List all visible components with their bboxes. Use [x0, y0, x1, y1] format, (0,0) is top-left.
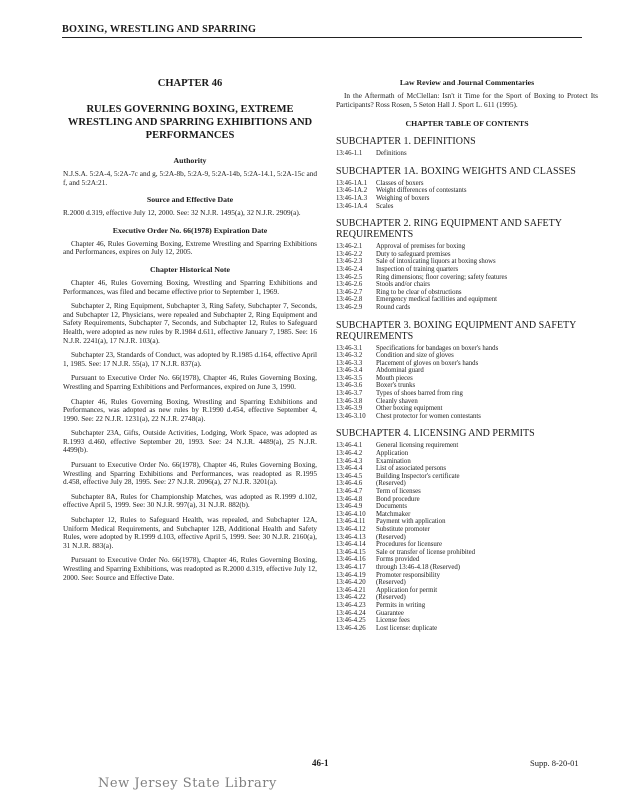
historical-paragraph: Pursuant to Executive Order No. 66(1978), Chapter 46, Rules Governing Boxing, Wrestling and Sparring Exhibitions and Performances, was readopted as R.1995 d.458, effective July 28, 1995. See: 27 N.J.R. 2096(a), 27 N.J.R. 3201(a).	[63, 460, 317, 487]
authority-text: N.J.S.A. 5:2A-4, 5:2A-7c and g, 5:2A-8b, 5:2A-9, 5:2A-14b, 5:2A-14.1, 5:2A-15c and f, and 5:2A:21.	[63, 169, 317, 187]
section-title: Approval of premises for boxing	[376, 243, 466, 251]
chapter-number: CHAPTER 46	[157, 78, 223, 89]
section-title: Ring to be clear of obstructions	[376, 288, 462, 296]
section-title: Examination	[376, 457, 411, 465]
section-number: 13:46-2.8	[336, 296, 363, 304]
section-number: 13:46-3.6	[336, 382, 363, 390]
section-number: 13:46-2.5	[336, 273, 363, 281]
section-number: 13:46-3.7	[336, 390, 363, 398]
toc-section-row	[336, 266, 598, 274]
section-title: Application	[376, 450, 409, 458]
historical-note-body	[63, 279, 317, 582]
toc-section-row	[336, 398, 598, 406]
toc-section-row	[336, 405, 598, 413]
table-of-contents	[336, 136, 598, 632]
section-title: Term of licenses	[376, 488, 421, 495]
section-title: Boxer's trunks	[376, 382, 416, 390]
toc-section-row	[336, 281, 598, 289]
subchapter-heading: SUBCHAPTER 2. RING EQUIPMENT AND SAFETY REQUIREMENTS	[336, 218, 562, 241]
section-title: Abdominal guard	[376, 367, 424, 375]
section-number: 13:46-3.4	[336, 367, 363, 375]
historical-paragraph: Subchapter 2, Ring Equipment, Subchapter 3, Ring Safety, Subchapter 7, Seconds, and Subchapter 12, Physicians, were repealed and Subchapter 2, Ring Equipment and Safety Requirements, Subchapter 7, Seconds, and Subchapter 12, Rules to Safeguard Health, were adopted as new rules by R.1984 d.611, effective January 7, 1985. See: 16 N.J.R. 2241(a), 17 N.J.R. 103(a).	[63, 301, 317, 345]
section-number: 13:46-4.24	[336, 609, 366, 617]
section-title: Weight differences of contestants	[376, 187, 467, 195]
section-number: 13:46-4.6	[336, 480, 363, 488]
source-heading: Source and Effective Date	[146, 195, 234, 205]
section-title: Forms provided	[376, 556, 420, 564]
section-number: 13:46-2.7	[336, 288, 363, 296]
toc-section-row	[336, 518, 598, 526]
toc-section-row	[336, 617, 598, 625]
section-title: Matchmaker	[376, 510, 411, 518]
toc-section-row	[336, 549, 598, 557]
historical-paragraph: Pursuant to Executive Order No. 66(1978), Chapter 46, Rules Governing Boxing, Wrestling and Sparring Exhibitions, was readopted as R.2000 d.319, effective July 12, 2000. See: Source and Effective Date.	[63, 555, 317, 582]
section-title: Emergency medical facilities and equipment	[376, 296, 498, 304]
section-number: 13:46-4.12	[336, 525, 366, 533]
toc-section-row	[336, 473, 598, 481]
section-title: Inspection of training quarters	[376, 265, 459, 273]
section-title: Substitute promoter	[376, 525, 430, 533]
toc-section-row	[336, 375, 598, 383]
page-number: 46-1	[312, 758, 329, 768]
section-title: (Reserved)	[376, 579, 406, 587]
section-number: 13:46-4.22	[336, 594, 366, 602]
section-number: 13:46-3.3	[336, 359, 363, 367]
historical-paragraph: Chapter 46, Rules Governing Boxing, Wrestling and Sparring Exhibitions and Performances, was filed and became effective prior to September 1, 1969.	[63, 277, 317, 296]
section-title: (Reserved)	[376, 594, 406, 602]
section-title: Sale of intoxicating liquors at boxing shows	[376, 258, 496, 266]
historical-paragraph: Subchapter 23A, Gifts, Outside Activities, Lodging, Work Space, was adopted as R.1993 d.460, effective September 20, 1993. See: 24 N.J.R. 4489(a), 25 N.J.R. 4499(b).	[63, 428, 317, 455]
toc-section-row	[336, 587, 598, 595]
section-title: Promoter responsibility	[376, 571, 440, 579]
section-title: Specifications for bandages on boxer's hands	[376, 344, 499, 352]
section-number: 13:46-3.5	[336, 374, 363, 382]
section-title: Placement of gloves on boxer's hands	[376, 359, 479, 367]
section-number: 13:46-4.4	[336, 465, 363, 473]
section-number: 13:46-4.10	[336, 510, 366, 518]
toc-section-row	[336, 579, 598, 587]
section-number: 13:46-4.11	[336, 518, 366, 526]
toc-section-row	[336, 296, 598, 304]
toc-section-row	[336, 360, 598, 368]
section-number: 13:46-4.21	[336, 586, 366, 594]
toc-section-row	[336, 594, 598, 602]
toc-section-row	[336, 243, 598, 251]
toc-section-row	[336, 541, 598, 549]
section-number: 13:46-4.8	[336, 495, 363, 503]
section-number: 13:46-4.19	[336, 571, 366, 579]
section-title: Lost license: duplicate	[376, 624, 438, 632]
toc-section-row	[336, 180, 598, 188]
subchapter-heading: SUBCHAPTER 1. DEFINITIONS	[336, 136, 476, 148]
toc-section-row	[336, 274, 598, 282]
section-number: 13:46-4.25	[336, 617, 366, 625]
section-number: 13:46-1.1	[336, 150, 363, 158]
section-number: 13:46-2.9	[336, 303, 363, 311]
toc-section-row	[336, 203, 598, 211]
historical-paragraph: Subchapter 23, Standards of Conduct, was adopted by R.1985 d.164, effective April 1, 1985. See: 17 N.J.R. 55(a), 17 N.J.R. 837(a).	[63, 350, 317, 368]
toc-section-row	[336, 150, 598, 158]
section-number: 13:46-4.2	[336, 450, 363, 458]
toc-heading: CHAPTER TABLE OF CONTENTS	[405, 119, 529, 129]
toc-section-row	[336, 187, 598, 195]
section-title: Documents	[376, 503, 407, 511]
section-title: Mouth pieces	[376, 374, 413, 382]
section-number: 13:46-2.4	[336, 265, 363, 273]
chapter-title: RULES GOVERNING BOXING, EXTREME WRESTLING AND SPARRING EXHIBITIONS AND PERFORMANCES	[67, 104, 313, 141]
section-title: Guarantee	[376, 609, 404, 617]
section-number: 13:46-3.10	[336, 412, 366, 420]
section-number: 13:46-4.23	[336, 601, 366, 609]
toc-section-row	[336, 367, 598, 375]
section-title: Scales	[376, 202, 394, 210]
section-title: List of associated persons	[376, 465, 447, 473]
section-title: Chest protector for women contestants	[376, 412, 481, 420]
section-title: Classes of boxers	[376, 179, 424, 187]
toc-section-row	[336, 572, 598, 580]
section-title: (Reserved)	[376, 533, 406, 541]
section-title: License fees	[376, 617, 410, 625]
section-title: Procedures for licensure	[376, 541, 443, 549]
historical-note-heading: Chapter Historical Note	[150, 264, 230, 274]
section-number: 13:46-4.15	[336, 548, 366, 556]
section-number: 13:46-4.7	[336, 488, 363, 495]
section-number: 13:46-3.2	[336, 352, 363, 360]
library-stamp: New Jersey State Library	[98, 776, 277, 791]
section-title: Application for permit	[376, 586, 438, 594]
toc-section-row	[336, 251, 598, 259]
section-number: 13:46-4.9	[336, 503, 363, 511]
section-title: Ring dimensions; floor covering; safety features	[376, 273, 508, 281]
left-column	[63, 78, 317, 588]
section-title: Permits in writing	[376, 601, 426, 609]
subchapter-heading: SUBCHAPTER 4. LICENSING AND PERMITS	[336, 428, 535, 440]
section-title: General licensing requirement	[376, 442, 459, 450]
section-number: 13:46-2.2	[336, 250, 363, 258]
toc-section-row	[336, 382, 598, 390]
section-number: 13:46-3.8	[336, 397, 363, 405]
historical-paragraph: Chapter 46, Rules Governing Boxing, Wrestling and Sparring Exhibitions and Performances, was adopted as new rules by R.1990 d.454, effective September 4, 1990. See: 22 N.J.R. 1231(a), 22 N.J.R. 2748(a).	[63, 396, 317, 423]
historical-paragraph: Subchapter 12, Rules to Safeguard Health, was repealed, and Subchapter 12A, Uniform Medical Requirements, and Subchapter 12B, Additional Health and Safety Rules, were adopted by R.1999 d.103, effective April 5, 1999. See: 30 N.J.R. 2160(a), 31 N.J.R. 883(a).	[63, 515, 317, 550]
section-title: Building Inspector's certificate	[376, 472, 460, 480]
section-number: 13:46-4.5	[336, 472, 363, 480]
section-title: Other boxing equipment	[376, 405, 443, 413]
section-number: 13:46-2.6	[336, 281, 363, 289]
toc-section-row	[336, 450, 598, 458]
right-column	[336, 78, 598, 632]
toc-section-row	[336, 413, 598, 421]
subchapter-heading: SUBCHAPTER 3. BOXING EQUIPMENT AND SAFETY REQUIREMENTS	[336, 319, 577, 342]
supplement-date: Supp. 8-20-01	[530, 758, 579, 768]
section-number: 13:46-1A.3	[336, 194, 368, 202]
section-title: Duty to safeguard premises	[376, 250, 451, 258]
section-number: 13:46-4.16	[336, 556, 366, 564]
section-number: 13:46-1A.2	[336, 187, 368, 195]
toc-section-row	[336, 564, 598, 572]
toc-section-row	[336, 458, 598, 466]
section-number: 13:46-4.13	[336, 533, 366, 541]
toc-section-row	[336, 304, 598, 312]
toc-section-row	[336, 503, 598, 511]
toc-section-row	[336, 390, 598, 398]
toc-section-row	[336, 345, 598, 353]
toc-section-row	[336, 556, 598, 564]
toc-section-row	[336, 625, 598, 633]
section-title: Stools and/or chairs	[376, 281, 430, 289]
historical-paragraph: Subchapter 8A, Rules for Championship Matches, was adopted as R.1999 d.102, effective April 5, 1999. See: 30 N.J.R. 997(a), 31 N.J.R. 882(b).	[63, 491, 317, 510]
section-number: 13:46-4.17	[336, 563, 366, 571]
toc-section-row	[336, 442, 598, 450]
law-review-heading: Law Review and Journal Commentaries	[399, 78, 535, 87]
executive-order-heading: Executive Order No. 66(1978) Expiration Date	[112, 225, 268, 235]
section-number: 13:46-4.3	[336, 457, 363, 465]
source-text: R.2000 d.319, effective July 12, 2000. See: 32 N.J.R. 1495(a), 32 N.J.R. 2909(a).	[63, 208, 301, 218]
section-title: Bond procedure	[376, 495, 420, 503]
section-title: Round cards	[376, 303, 411, 311]
section-number: 13:46-4.1	[336, 442, 363, 450]
section-number: 13:46-2.3	[336, 258, 363, 266]
section-number: 13:46-1A.4	[336, 202, 368, 210]
section-number: 13:46-2.1	[336, 243, 363, 251]
section-number: 13:46-3.1	[336, 344, 363, 352]
section-number: 13:46-4.20	[336, 579, 366, 587]
toc-section-row	[336, 526, 598, 534]
historical-paragraph: Pursuant to Executive Order No. 66(1978), Chapter 46, Rules Governing Boxing, Wrestling and Sparring Exhibitions and Performances, expired on June 3, 1990.	[63, 373, 317, 391]
toc-section-row	[336, 610, 598, 618]
section-title: through 13:46-4.18 (Reserved)	[376, 563, 460, 571]
section-title: Sale or transfer of license prohibited	[376, 548, 476, 556]
section-title: (Reserved)	[376, 480, 406, 488]
toc-section-row	[336, 195, 598, 203]
authority-heading: Authority	[173, 156, 207, 165]
subchapter-heading: SUBCHAPTER 1A. BOXING WEIGHTS AND CLASSES	[336, 165, 576, 177]
toc-section-row	[336, 480, 598, 488]
toc-section-row	[336, 534, 598, 542]
running-head: BOXING, WRESTLING AND SPARRING	[62, 24, 582, 38]
toc-section-row	[336, 465, 598, 473]
section-number: 13:46-1A.1	[336, 179, 368, 187]
section-title: Definitions	[376, 150, 407, 158]
section-number: 13:46-4.26	[336, 624, 366, 632]
toc-section-row	[336, 289, 598, 297]
section-title: Condition and size of gloves	[376, 352, 454, 360]
section-number: 13:46-4.14	[336, 541, 366, 549]
toc-section-row	[336, 488, 598, 496]
section-title: Types of shoes barred from ring	[376, 390, 463, 398]
section-title: Payment with application	[376, 518, 446, 526]
toc-section-row	[336, 352, 598, 360]
toc-section-row	[336, 258, 598, 266]
law-review-text: In the Aftermath of McClellan: Isn't it Time for the Sport of Boxing to Protect Its Participants? Ross Rosen, 5 Seton Hall J. Sport L. 611 (1995).	[336, 91, 598, 109]
section-number: 13:46-3.9	[336, 405, 363, 413]
section-title: Weighing of boxers	[376, 194, 430, 202]
toc-section-row	[336, 511, 598, 519]
toc-section-row	[336, 602, 598, 610]
toc-section-row	[336, 496, 598, 504]
section-title: Cleanly shaven	[376, 397, 418, 405]
executive-order-text: Chapter 46, Rules Governing Boxing, Extreme Wrestling and Sparring Exhibitions and Performances, expires on July 12, 2005.	[63, 238, 317, 257]
